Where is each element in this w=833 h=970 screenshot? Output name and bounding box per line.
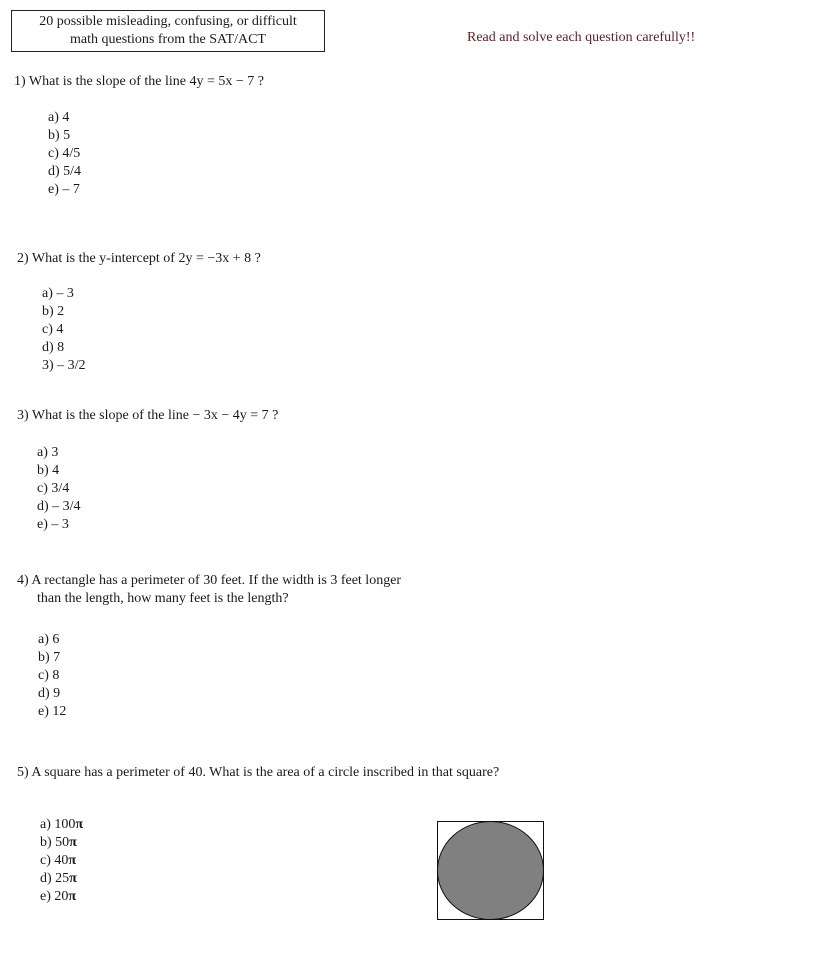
option-d[interactable]: d) 9 — [38, 686, 61, 701]
option-c[interactable]: c) 4 — [42, 322, 64, 337]
question-4 — [17, 572, 401, 608]
question-2 — [17, 250, 261, 268]
question-3-prompt: 3) What is the slope of the line − 3x − 4y = 7 ? — [17, 408, 279, 423]
option-e[interactable]: 3) – 3/2 — [42, 358, 86, 373]
option-a[interactable]: a) – 3 — [42, 286, 74, 301]
question-3-options — [37, 444, 81, 534]
option-b[interactable]: b) 50π — [40, 835, 77, 850]
option-e[interactable]: e) 20π — [40, 889, 77, 904]
option-b[interactable]: b) 7 — [38, 650, 61, 665]
question-2-options — [42, 285, 86, 375]
instruction-text: Read and solve each question carefully!! — [467, 30, 696, 45]
option-c[interactable]: c) 3/4 — [37, 481, 70, 496]
inscribed-circle-figure — [437, 821, 545, 921]
question-1-options — [48, 109, 81, 199]
question-4-prompt-line-1: 4) A rectangle has a perimeter of 30 feet. If the width is 3 feet longer — [17, 573, 402, 588]
option-b[interactable]: b) 4 — [37, 463, 60, 478]
option-d[interactable]: d) 25π — [40, 871, 77, 886]
option-d[interactable]: d) – 3/4 — [37, 499, 81, 514]
option-e[interactable]: e) 12 — [38, 704, 67, 719]
option-a[interactable]: a) 4 — [48, 110, 70, 125]
pi-symbol: π — [75, 817, 84, 832]
question-5-prompt: 5) A square has a perimeter of 40. What is the area of a circle inscribed in that square? — [17, 765, 500, 780]
question-3 — [17, 407, 278, 425]
question-1-prompt: 1) What is the slope of the line 4y = 5x − 7 ? — [14, 74, 264, 89]
pi-symbol: π — [68, 889, 77, 904]
option-c[interactable]: c) 40π — [40, 853, 77, 868]
question-4-options — [38, 631, 66, 721]
question-1 — [14, 73, 264, 91]
option-a[interactable]: a) 100π — [40, 817, 84, 832]
option-b[interactable]: b) 5 — [48, 128, 71, 143]
option-e[interactable]: e) – 7 — [48, 182, 80, 197]
title-line-2: math questions from the SAT/ACT — [70, 32, 266, 47]
option-b[interactable]: b) 2 — [42, 304, 65, 319]
option-e[interactable]: e) – 3 — [37, 517, 69, 532]
question-4-prompt-line-2: than the length, how many feet is the length? — [37, 591, 289, 606]
option-c[interactable]: c) 8 — [38, 668, 60, 683]
option-c[interactable]: c) 4/5 — [48, 146, 81, 161]
pi-symbol: π — [69, 871, 77, 886]
title-box — [11, 10, 325, 52]
pi-symbol: π — [69, 835, 77, 850]
option-a[interactable]: a) 3 — [37, 445, 59, 460]
inscribed-circle — [438, 822, 544, 920]
question-5 — [17, 764, 499, 782]
question-5-options — [40, 816, 83, 906]
question-2-prompt: 2) What is the y-intercept of 2y = −3x + 8 ? — [17, 251, 261, 266]
title-line-1: 20 possible misleading, confusing, or difficult — [39, 14, 297, 29]
pi-symbol: π — [68, 853, 77, 868]
option-d[interactable]: d) 5/4 — [48, 164, 82, 179]
option-d[interactable]: d) 8 — [42, 340, 65, 355]
option-a[interactable]: a) 6 — [38, 632, 60, 647]
